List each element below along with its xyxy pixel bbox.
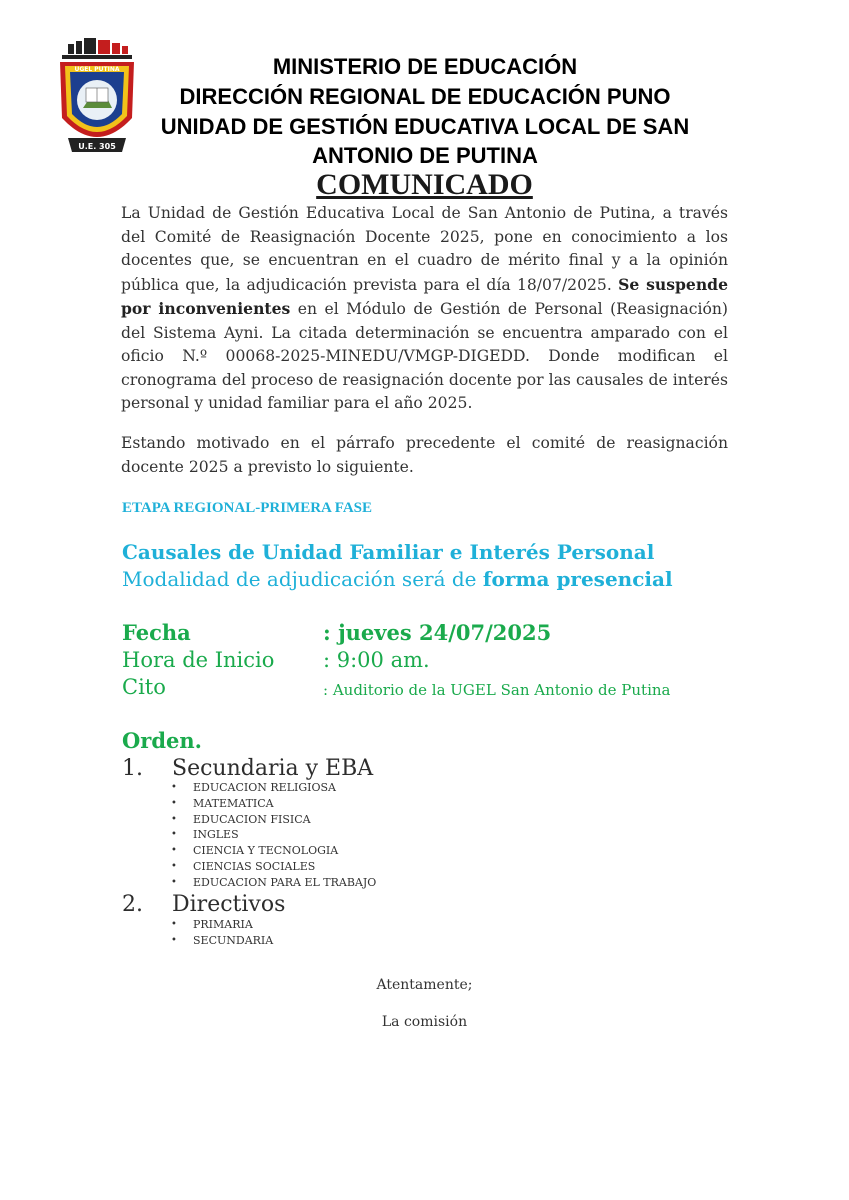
list-item: • INGLES xyxy=(168,827,376,843)
list-item: • EDUCACION PARA EL TRABAJO xyxy=(168,875,376,891)
list-item: • EDUCACION RELIGIOSA xyxy=(168,780,376,796)
causales-heading: Causales de Unidad Familiar e Interés Personal xyxy=(122,540,655,564)
ugel-putina-logo xyxy=(56,38,138,166)
directivos-level-list xyxy=(168,917,273,949)
list-item: • MATEMATICA xyxy=(168,796,376,812)
list-item: • CIENCIA Y TECNOLOGIA xyxy=(168,843,376,859)
fecha-label: Fecha xyxy=(122,620,191,645)
paragraph-announcement-suspension: Se suspende por inconvenientes xyxy=(121,274,728,318)
fecha-value: : jueves 24/07/2025 xyxy=(323,620,552,645)
secundaria-subject-list xyxy=(168,780,376,891)
signature-text: La comisión xyxy=(381,1014,468,1030)
list-item: • PRIMARIA xyxy=(168,917,273,933)
header-line-putina: ANTONIO DE PUTINA xyxy=(312,143,538,168)
stage-heading: ETAPA REGIONAL-PRIMERA FASE xyxy=(122,500,373,516)
paragraph-announcement-details: en el Módulo de Gestión de Personal (Reasignación) del Sistema Ayni. La citada determinación se encuentra amparado con el oficio N.º 00068-2025-MINEDU/VMGP-DIGEDD. Donde modifican el cronograma del proceso de reasignación docente por las causales de interés personal y unidad familiar para el año 2025. xyxy=(121,300,728,412)
orden-number: 1. xyxy=(122,756,143,781)
modalidad-bold: forma presencial xyxy=(482,567,673,591)
list-item: • EDUCACION FISICA xyxy=(168,812,376,828)
page-title: COMUNICADO xyxy=(316,168,533,201)
orden-number: 2. xyxy=(122,892,143,917)
modalidad-prefix: Modalidad de adjudicación será de xyxy=(122,567,477,591)
logo-ring-text: UGEL PUTINA xyxy=(74,66,120,73)
cito-value: : Auditorio de la UGEL San Antonio de Putina xyxy=(323,681,671,699)
list-item: • SECUNDARIA xyxy=(168,933,273,949)
paragraph-announcement-intro: La Unidad de Gestión Educativa Local de San Antonio de Putina, a través del Comité de Reasignación Docente 2025, pone en conocimiento a los docentes que, se encuentran en el cuadro de mérito final y a la opinión pública que, la adjudicación prevista para el día 18/07/2025. xyxy=(121,204,728,294)
cito-label: Cito xyxy=(122,675,166,699)
paragraph-announcement xyxy=(121,202,728,416)
header-line-ugel: UNIDAD DE GESTIÓN EDUCATIVA LOCAL DE SAN xyxy=(160,114,690,139)
hora-label: Hora de Inicio xyxy=(122,648,275,672)
orden-title: Directivos xyxy=(172,892,286,917)
logo-bottom-text: U.E. 305 xyxy=(78,142,116,151)
closing-text: Atentamente; xyxy=(376,977,473,993)
modalidad-line xyxy=(122,565,673,593)
orden-title: Secundaria y EBA xyxy=(172,756,374,781)
orden-heading: Orden. xyxy=(122,728,202,753)
header-line-direccion: DIRECCIÓN REGIONAL DE EDUCACIÓN PUNO xyxy=(179,84,671,109)
paragraph-motivation: Estando motivado en el párrafo precedente el comité de reasignación docente 2025 a previsto lo siguiente. xyxy=(121,434,728,476)
header-line-ministerio: MINISTERIO DE EDUCACIÓN xyxy=(272,54,578,79)
hora-value: : 9:00 am. xyxy=(323,648,430,672)
list-item: • CIENCIAS SOCIALES xyxy=(168,859,376,875)
